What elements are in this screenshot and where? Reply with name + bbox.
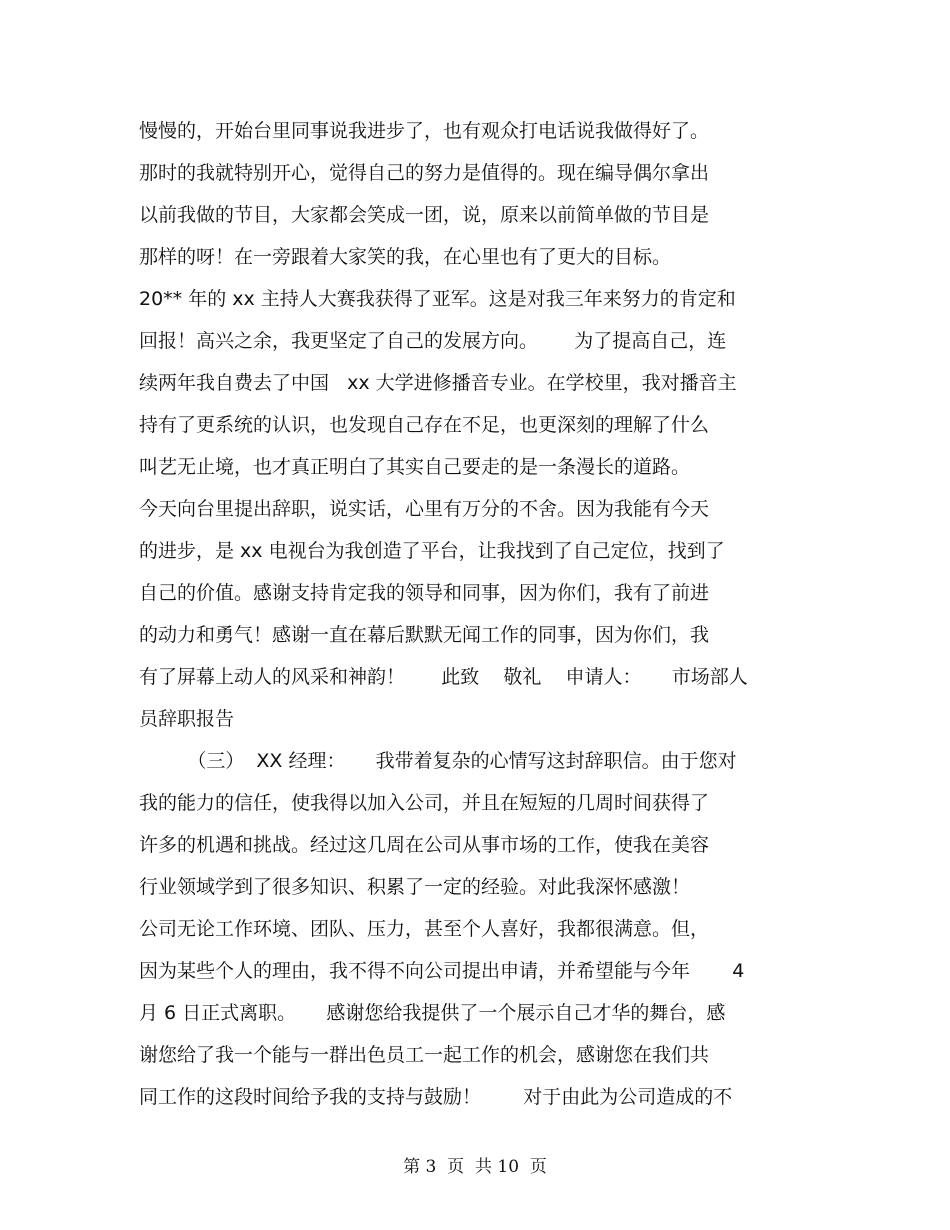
text-line: 的动力和勇气！感谢一直在幕后默默无闻工作的同事，因为你们，我: [139, 624, 710, 646]
text-line: 月 6 日正式离职。 感谢您给我提供了一个展示自己才华的舞台，感: [139, 1002, 726, 1024]
text-line: 持有了更系统的认识，也发现自己存在不足，也更深刻的理解了什么: [139, 414, 710, 436]
body-text: [139, 110, 799, 1118]
text-line: 的进步，是 xx 电视台为我创造了平台，让我找到了自己定位，找到了: [139, 540, 725, 562]
text-line: 行业领域学到了很多知识、积累了一定的经验。对此我深怀感激！: [139, 876, 691, 898]
text-line: 以前我做的节目，大家都会笑成一团，说，原来以前简单做的节目是: [139, 204, 710, 226]
text-line: 20** 年的 xx 主持人大赛我获得了亚军。这是对我三年来努力的肯定和: [139, 288, 736, 310]
text-line: 有了屏幕上动人的风采和神韵！ 此致 敬礼 申请人： 市场部人: [139, 666, 748, 688]
text-line: 那样的呀！在一旁跟着大家笑的我，在心里也有了更大的目标。: [139, 246, 672, 268]
page-number: 第 3 页 共 10 页: [403, 1157, 547, 1177]
text-line: 叫艺无止境，也才真正明白了其实自己要走的是一条漫长的道路。: [139, 456, 691, 478]
text-line: 员辞职报告: [139, 708, 235, 730]
text-line: 那时的我就特别开心，觉得自己的努力是值得的。现在编导偶尔拿出: [139, 162, 710, 184]
text-line: 慢慢的，开始台里同事说我进步了，也有观众打电话说我做得好了。: [139, 120, 710, 142]
text-line: （三） XX 经理： 我带着复杂的心情写这封辞职信。由于您对: [139, 750, 737, 772]
text-line: 谢您给了我一个能与一群出色员工一起工作的机会，感谢您在我们共: [139, 1044, 710, 1066]
text-line: 许多的机遇和挑战。经过这几周在公司从事市场的工作，使我在美容: [139, 834, 710, 856]
text-line: 因为某些个人的理由，我不得不向公司提出申请，并希望能与今年 4: [139, 960, 745, 982]
text-line: 回报！高兴之余，我更坚定了自己的发展方向。 为了提高自己，连: [139, 330, 727, 352]
text-line: 自己的价值。感谢支持肯定我的领导和同事，因为你们，我有了前进: [139, 582, 710, 604]
text-line: 公司无论工作环境、团队、压力，甚至个人喜好，我都很满意。但，: [139, 918, 710, 940]
text-line: 续两年我自费去了中国 xx 大学进修播音专业。在学校里，我对播音主: [139, 372, 737, 394]
text-line: 同工作的这段时间给予我的支持与鼓励！ 对于由此为公司造成的不: [139, 1086, 733, 1108]
text-line: 我的能力的信任，使我得以加入公司，并且在短短的几周时间获得了: [139, 792, 710, 814]
text-line: 今天向台里提出辞职，说实话，心里有万分的不舍。因为我能有今天: [139, 498, 710, 520]
